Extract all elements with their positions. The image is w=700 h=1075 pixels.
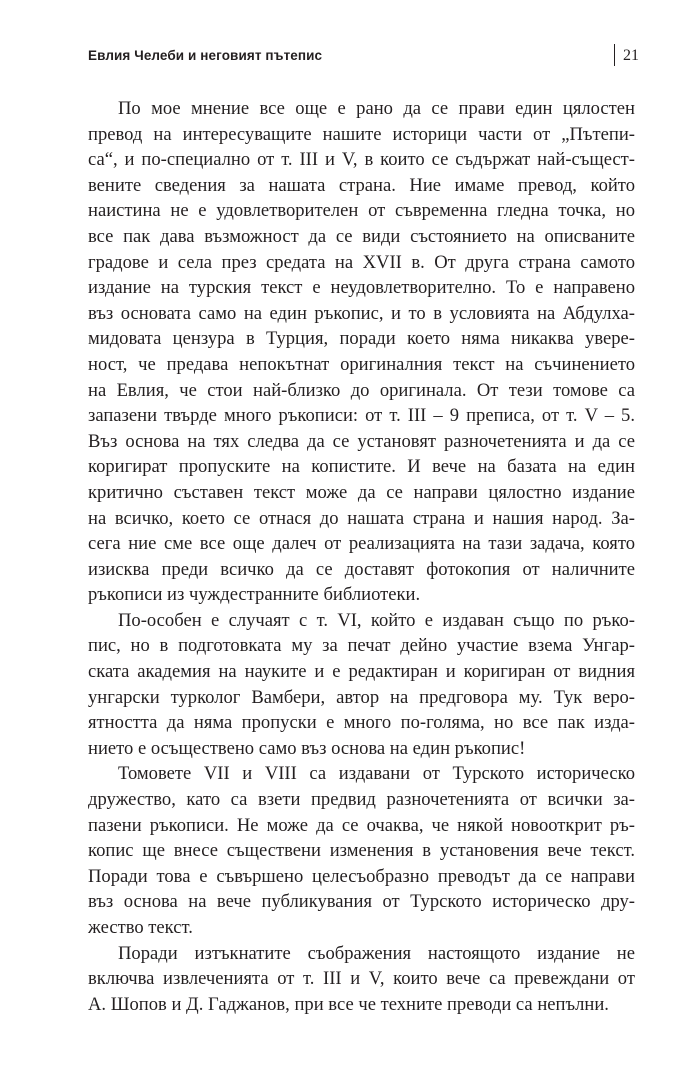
- text-line: дружество, като са взети предвид разночетенията от всички за-: [88, 789, 635, 811]
- text-line: пазени ръкописи. Не може да се очаква, че някой новооткрит ръ-: [88, 814, 635, 836]
- text-line: ятността да няма пропуски е много по-голяма, но все пак изда-: [88, 712, 635, 734]
- paragraph: [88, 761, 635, 940]
- text-line: копис ще внесе съществени изменения в установения вече текст.: [88, 840, 635, 862]
- text-line: на Евлия, че стои най-близко до оригинала. От тези томове са: [88, 379, 635, 401]
- text-line: Томовете VII и VIII са издавани от Турското историческо: [118, 763, 635, 785]
- text-line: запазени твърде много ръкописи: от т. III – 9 преписа, от т. V – 5.: [88, 405, 635, 427]
- text-line: градове и села през средата на XVII в. От друга страна самото: [88, 251, 635, 273]
- running-title: Евлия Челеби и неговият пътепис: [88, 48, 323, 63]
- text-line: сега ние сме все още далеч от реализацията на тази задача, която: [88, 533, 635, 555]
- text-line: все пак дава възможност да се види състоянието на описваните: [88, 225, 635, 247]
- page-number: 21: [623, 47, 639, 64]
- text-line: А. Шопов и Д. Гаджанов, при все че техните преводи са непълни.: [88, 993, 609, 1015]
- paragraph: [88, 96, 635, 608]
- text-line: Поради изтъкнатите съображения настоящото издание не: [118, 942, 635, 964]
- text-line: ност, че предава непокътнат оригиналния текст на съчинението: [88, 353, 635, 375]
- text-line: унгарски турколог Вамбери, автор на предговора му. Тук веро-: [88, 686, 635, 708]
- text-line: въз основата само на един ръкопис, и то в условията на Абдулха-: [88, 302, 635, 324]
- text-line: включва извлеченията от т. III и V, които вече са превеждани от: [88, 968, 635, 990]
- text-line: пис, но в подготовката му за печат дейно участие взема Унгар-: [88, 635, 635, 657]
- body-text: [88, 96, 635, 1017]
- text-line: ската академия на науките и е редактиран и коригиран от видния: [88, 661, 635, 683]
- text-line: коригират пропуските на копистите. И вече на базата на един: [88, 456, 635, 478]
- text-line: въз основа на вече публикувания от Турското историческо дру-: [88, 891, 635, 913]
- text-line: са“, и по-специално от т. III и V, в които се съдържат най-същест-: [88, 149, 635, 171]
- text-line: наистина не е удовлетворителен от съвременна гледна точка, но: [88, 200, 635, 222]
- text-line: ръкописи из чуждестранните библиотеки.: [88, 584, 421, 606]
- text-line: превод на интересуващите нашите историци части от „Пътепи-: [88, 123, 635, 145]
- text-line: на всичко, което се отнася до нашата страна и нашия народ. За-: [88, 507, 635, 529]
- text-line: По мое мнение все още е рано да се прави един цялостен: [118, 98, 635, 119]
- text-line: По-особен е случаят с т. VI, който е издаван също по ръко-: [118, 609, 635, 631]
- folio-divider: [614, 44, 615, 66]
- paragraph: [88, 608, 635, 762]
- text-line: жество текст.: [88, 917, 193, 938]
- text-line: нието е осъществено само въз основа на един ръкопис!: [88, 737, 526, 759]
- paragraph: [88, 941, 635, 1018]
- text-line: критично съставен текст може да се направи цялостно издание: [88, 481, 635, 503]
- text-line: вените сведения за нашата страна. Ние имаме превод, който: [88, 174, 635, 196]
- text-line: Поради това е съвършено целесъобразно преводът да се направи: [88, 865, 635, 887]
- text-line: мидовата цензура в Турция, поради което няма никаква увере-: [88, 328, 635, 350]
- text-line: издание на турския текст е неудовлетворително. То е направено: [88, 277, 635, 299]
- text-line: изисква преди всичко да се доставят фотокопия от наличните: [88, 558, 635, 580]
- text-line: Въз основа на тях следва да се установят разночетенията и да се: [88, 430, 635, 452]
